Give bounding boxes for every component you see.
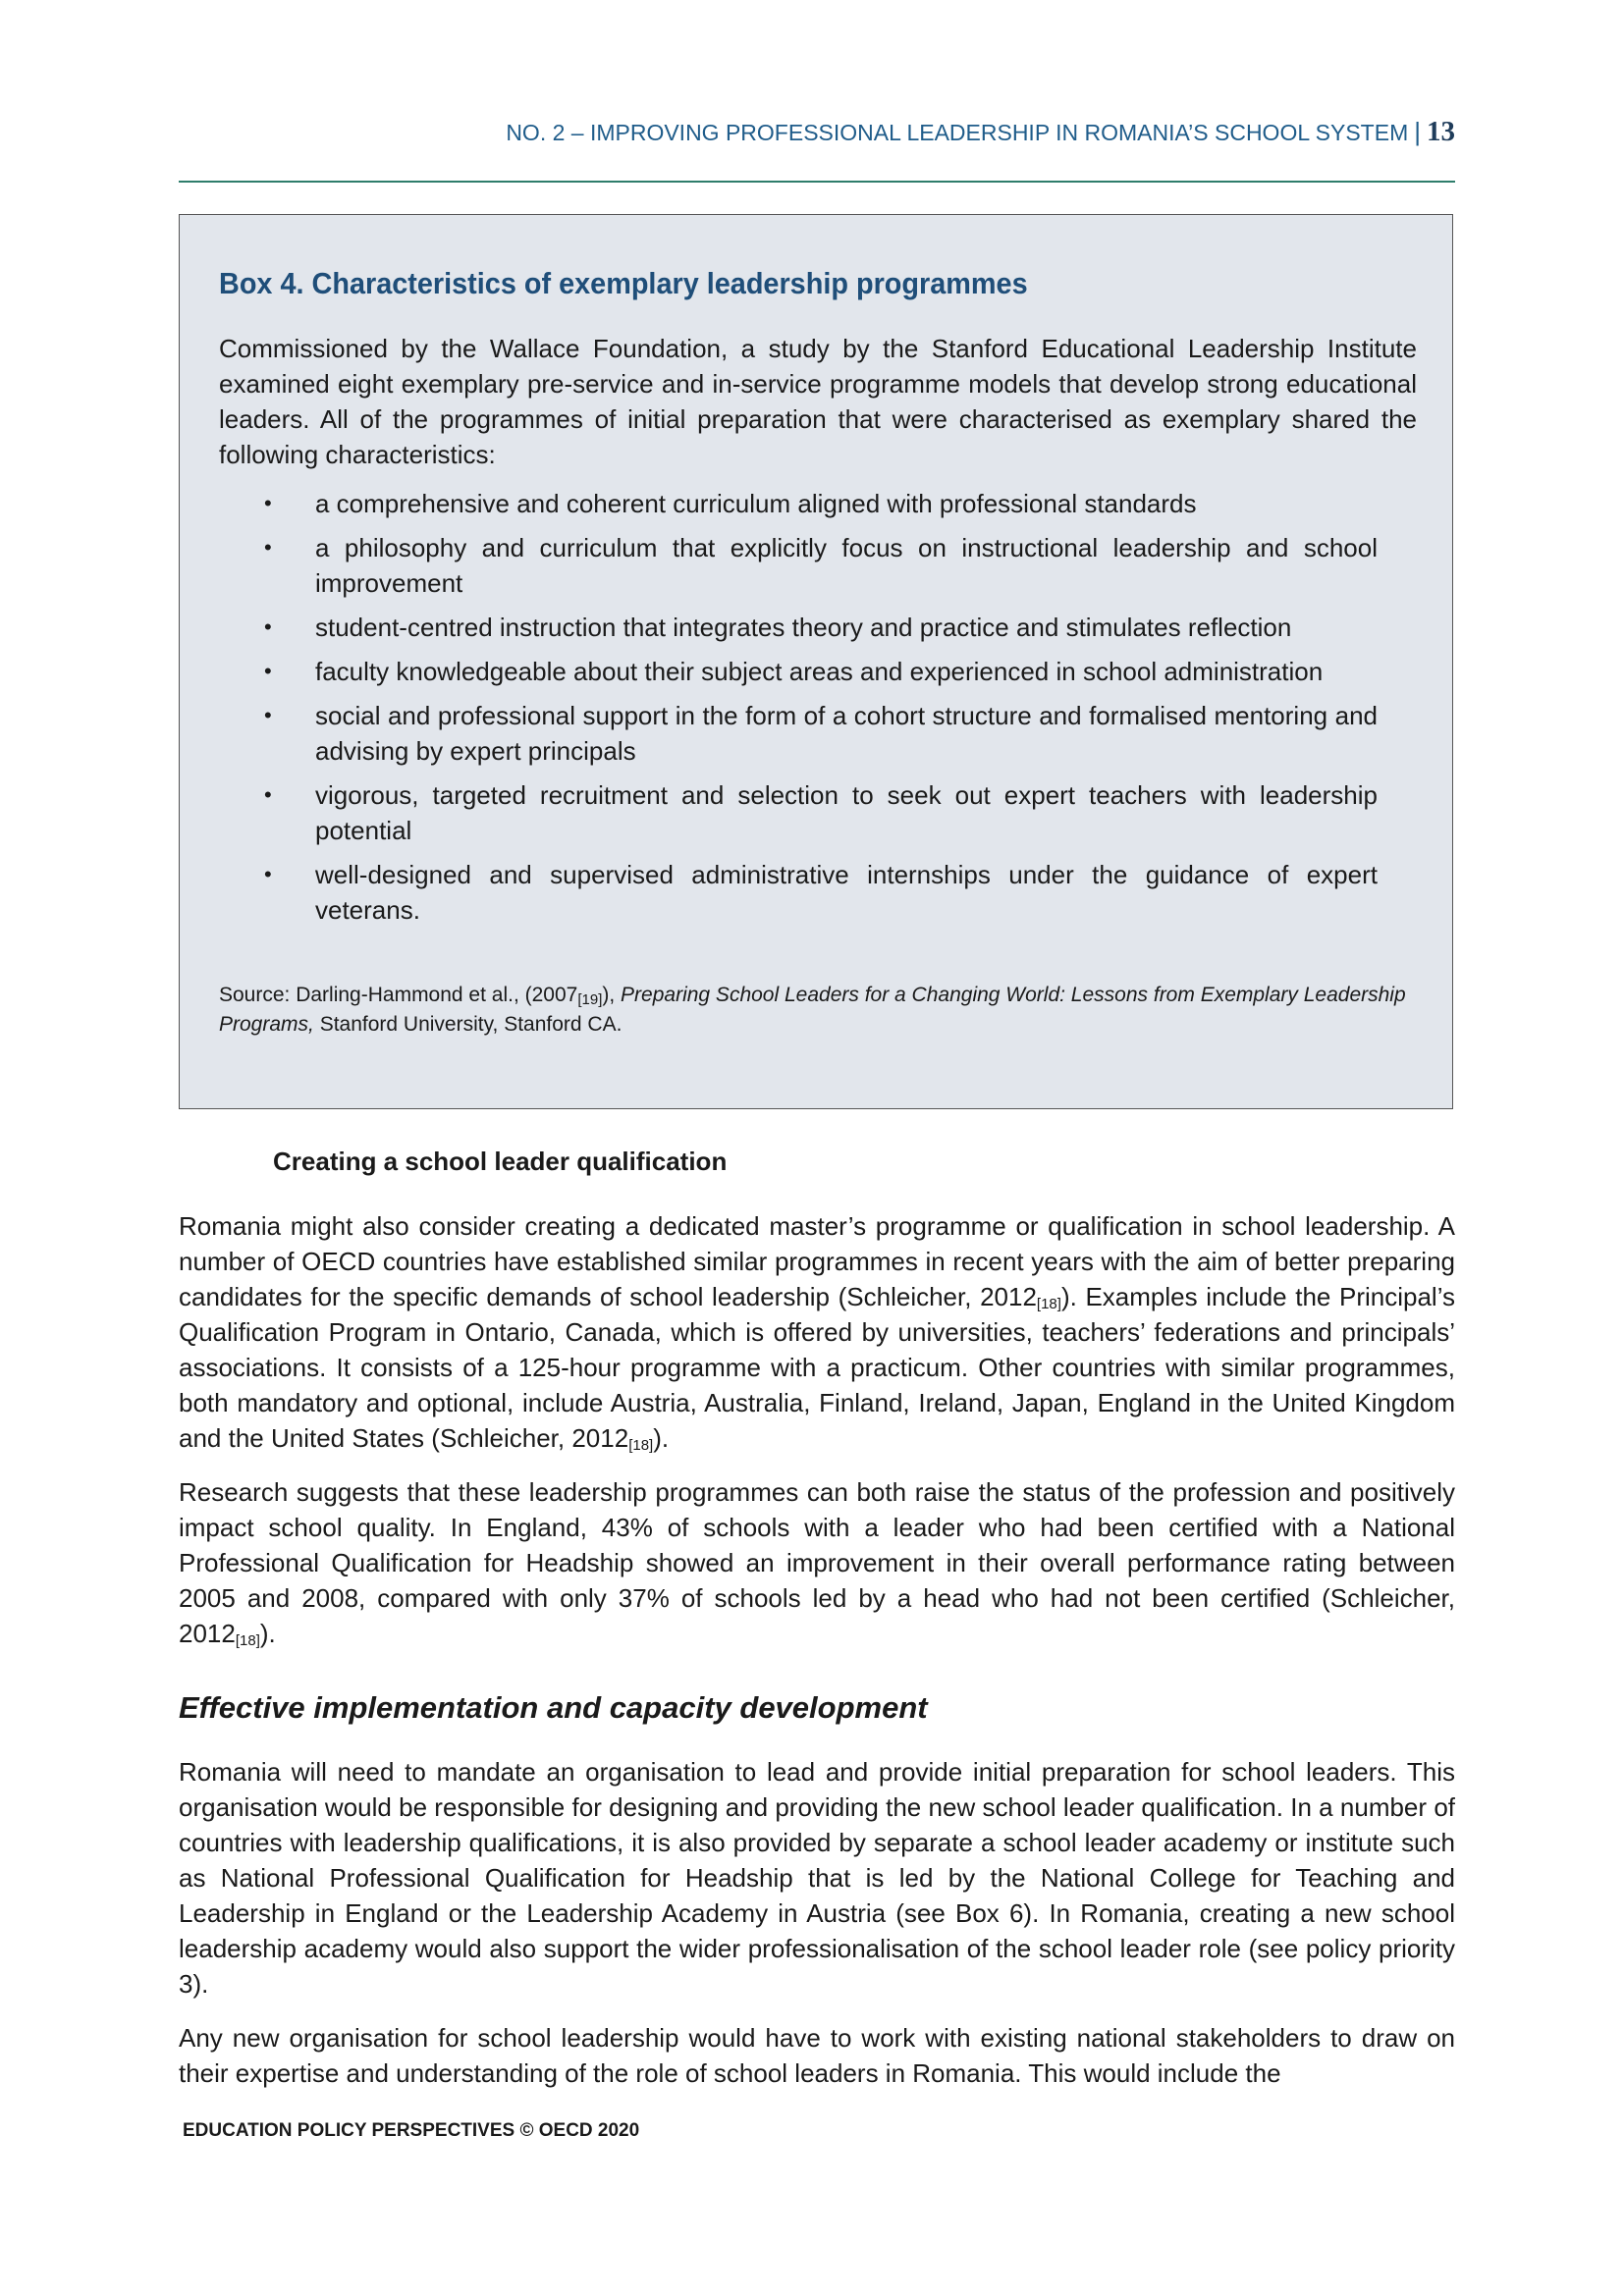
running-title: NO. 2 – IMPROVING PROFESSIONAL LEADERSHIP IN ROMANIA’S SCHOOL SYSTEM — [506, 120, 1409, 145]
reference-marker[interactable]: [18] — [628, 1437, 654, 1454]
paragraph-1: Romania might also consider creating a dedicated master’s programme or qualification in school leadership. A number of OECD countries have established similar programmes in recent years with the aim of better preparing candidates for the specific demands of school leadership (Schleicher, $2012_{[18]}$). Examples include the Principal’s Qualification Program in Ontario, Canada, which is offered by universities, teachers’ federations and principals’ associations. It consists of a 125-hour programme with a practicum. Other countries with similar programmes, both mandatory and optional, include Austria, Australia, Finland, Ireland, Japan, England in the United Kingdom and the United States (Schleicher, $2012_{[18]}$). — [179, 1211, 1455, 1454]
list-item: • a comprehensive and coherent curriculum aligned with professional standards — [219, 486, 1378, 521]
reference-marker[interactable]: [18] — [235, 1632, 260, 1649]
bullet-icon: • — [264, 782, 272, 807]
characteristics-list — [219, 486, 1378, 936]
bullet-icon: • — [264, 535, 272, 560]
list-item: • a philosophy and curriculum that explicitly focus on instructional leadership and school improvement — [219, 530, 1378, 601]
reference-marker[interactable]: [18] — [1036, 1296, 1061, 1312]
box-title: Box 4. Characteristics of exemplary leadership programmes — [219, 266, 1028, 300]
list-item: • well-designed and supervised administrative internships under the guidance of expert veterans. — [219, 857, 1378, 928]
header-rule — [179, 181, 1455, 183]
header-separator: | — [1414, 117, 1421, 146]
list-item: • vigorous, targeted recruitment and selection to seek out expert teachers with leadership potential — [219, 777, 1378, 848]
page-footer: EDUCATION POLICY PERSPECTIVES © OECD 2020 — [183, 2120, 640, 2141]
section-heading: Effective implementation and capacity development — [179, 1690, 928, 1725]
box-4 — [179, 214, 1453, 1109]
reference-marker[interactable]: [19] — [577, 991, 603, 1008]
paragraph-3: Romania will need to mandate an organisation to lead and provide initial preparation for school leaders. This organisation would be responsible for designing and providing the new school leader qualification. In a number of countries with leadership qualifications, it is also provided by separate a school leader academy or institute such as National Professional Qualification for Headship that is led by the National College for Teaching and Leadership in England or the Leadership Academy in Austria (see Box 6). In Romania, creating a new school leadership academy would also support the wider professionalisation of the school leader role (see policy priority 3). — [179, 1757, 1455, 1999]
bullet-icon: • — [264, 659, 272, 683]
bullet-icon: • — [264, 614, 272, 639]
paragraph-4: Any new organisation for school leadership would have to work with existing national stakeholders to draw on their expertise and understanding of the role of school leaders in Romania. This would include the — [179, 2023, 1455, 2088]
list-item: • social and professional support in the form of a cohort structure and formalised mentoring and advising by expert principals — [219, 698, 1378, 769]
box-intro: Commissioned by the Wallace Foundation, a study by the Stanford Educational Leadership Institute examined eight exemplary pre-service and in-service programme models that develop strong educational leaders. All of the programmes of initial preparation that were characterised as exemplary shared the following characteristics: — [219, 334, 1417, 469]
box-source: Source: Darling-Hammond et al., $(2007_{[19]})$, Preparing School Leaders for a Changing World: Lessons from Exemplary Leadership Programs, Stanford University, Stanford CA. — [219, 984, 1406, 1036]
bullet-icon: • — [264, 862, 272, 886]
paragraph-2: Research suggests that these leadership programmes can both raise the status of the profession and positively impact school quality. In England, 43% of schools with a leader who had been certified with a National Professional Qualification for Headship showed an improvement in their overall performance rating between 2005 and 2008, compared with only 37% of schools led by a head who had not been certified (Schleicher, $2012_{[18]}$). — [179, 1477, 1455, 1649]
running-header — [179, 116, 1455, 155]
list-item: • faculty knowledgeable about their subject areas and experienced in school administration — [219, 654, 1378, 689]
bullet-icon: • — [264, 491, 272, 515]
subsection-heading: Creating a school leader qualification — [273, 1147, 728, 1176]
bullet-icon: • — [264, 703, 272, 727]
list-item: • student-centred instruction that integrates theory and practice and stimulates reflection — [219, 610, 1378, 645]
source-title: Preparing School Leaders for a Changing World: Lessons from Exemplary Leadership Programs, — [219, 984, 1406, 1036]
page-number: 13 — [1427, 116, 1455, 147]
